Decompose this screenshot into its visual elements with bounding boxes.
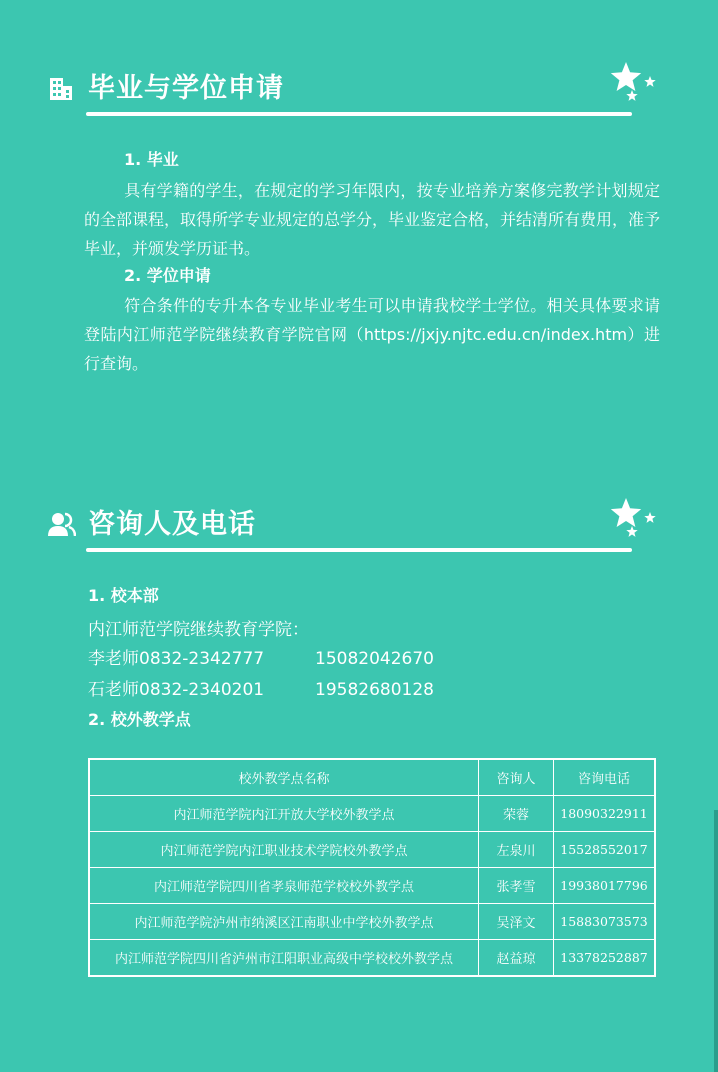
section-header-graduation xyxy=(48,72,658,122)
title-underline xyxy=(86,548,632,552)
right-edge-strip xyxy=(714,810,718,1072)
site-name: 内江师范学院四川省孝泉师范学校校外教学点 xyxy=(89,868,479,904)
contact-mobile: 19582680128 xyxy=(315,680,434,700)
contact-phone: 18090322911 xyxy=(554,796,656,832)
contact-person: 赵益琼 xyxy=(479,940,554,977)
degree-text: 符合条件的专升本各专业毕业考生可以申请我校学士学位。相关具体要求请登陆内江师范学院继续教育学院官网（https://jxjy.njtc.edu.cn/index.htm）进行查询。 xyxy=(84,296,660,373)
subheading-degree: 2. 学位申请 xyxy=(124,266,211,285)
contact-person: 张孝雪 xyxy=(479,868,554,904)
graduation-text: 具有学籍的学生，在规定的学习年限内，按专业培养方案修完教学计划规定的全部课程，取得所学专业规定的总学分，毕业鉴定合格，并结清所有费用，准予毕业，并颁发学历证书。 xyxy=(84,181,661,258)
subheading-offsite: 2. 校外教学点 xyxy=(88,710,191,729)
column-header: 咨询人 xyxy=(479,759,554,796)
contact-mobile: 15082042670 xyxy=(315,649,434,669)
contact-phone: 13378252887 xyxy=(554,940,656,977)
stars-icon xyxy=(608,496,658,546)
contact-name: 石老师 xyxy=(88,680,139,700)
contact-person: 吴泽文 xyxy=(479,904,554,940)
table-row xyxy=(89,940,655,977)
section-header-contacts xyxy=(48,508,658,558)
table-row xyxy=(89,904,655,940)
column-header: 校外教学点名称 xyxy=(89,759,479,796)
contact-phone: 15883073573 xyxy=(554,904,656,940)
subheading-main-campus: 1. 校本部 xyxy=(88,586,159,605)
column-header: 咨询电话 xyxy=(554,759,656,796)
graduation-paragraph xyxy=(84,176,660,263)
table-row xyxy=(89,796,655,832)
table-row xyxy=(89,832,655,868)
offsite-sites-table xyxy=(88,758,656,977)
contact-row xyxy=(88,647,434,671)
contact-phone: 19938017796 xyxy=(554,868,656,904)
contact-phone: 0832-2340201 xyxy=(139,680,265,700)
site-name: 内江师范学院内江职业技术学院校外教学点 xyxy=(89,832,479,868)
section-title: 毕业与学位申请 xyxy=(88,73,284,104)
table-row xyxy=(89,868,655,904)
site-name: 内江师范学院泸州市纳溪区江南职业中学校外教学点 xyxy=(89,904,479,940)
contact-name: 李老师 xyxy=(88,649,139,669)
degree-paragraph xyxy=(84,291,660,378)
people-icon xyxy=(48,512,76,538)
site-name: 内江师范学院四川省泸州市江阳职业高级中学校校外教学点 xyxy=(89,940,479,977)
title-underline xyxy=(86,112,632,116)
site-name: 内江师范学院内江开放大学校外教学点 xyxy=(89,796,479,832)
contact-person: 左泉川 xyxy=(479,832,554,868)
org-name: 内江师范学院继续教育学院： xyxy=(88,620,309,640)
contact-phone: 15528552017 xyxy=(554,832,656,868)
table-header-row xyxy=(89,759,655,796)
building-icon xyxy=(48,76,74,102)
subheading-graduation: 1. 毕业 xyxy=(124,150,179,169)
contact-person: 荣蓉 xyxy=(479,796,554,832)
contact-phone: 0832-2342777 xyxy=(139,649,265,669)
section-title: 咨询人及电话 xyxy=(88,509,256,540)
stars-icon xyxy=(608,60,658,110)
contact-row xyxy=(88,678,434,702)
